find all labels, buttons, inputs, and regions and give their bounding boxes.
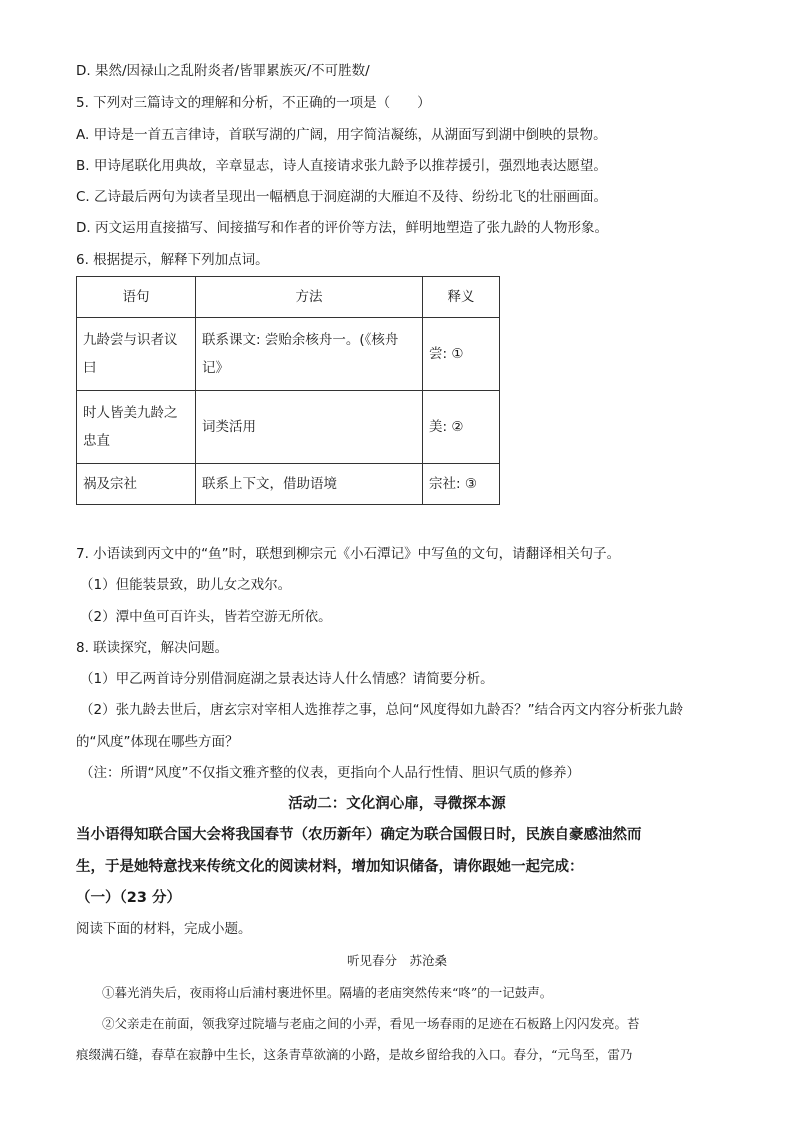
question-8-2-cont: 的“风度”体现在哪些方面？ xyxy=(76,734,239,750)
question-5: 5. 下列对三篇诗文的理解和分析，不正确的一项是（ ） xyxy=(76,95,431,111)
table-row xyxy=(77,318,500,391)
reading-instruction: 阅读下面的材料，完成小题。 xyxy=(76,921,252,937)
table-row xyxy=(77,391,500,464)
cell-method: 联系上下文，借助语境 xyxy=(196,464,423,505)
question-8-1: （1）甲乙两首诗分别借洞庭湖之景表达诗人什么情感？请简要分析。 xyxy=(80,671,494,687)
cell-method: 联系课文: 尝贻余核舟一。(《核舟记》 xyxy=(196,318,423,391)
question-7: 7. 小语读到丙文中的“鱼”时，联想到柳宗元《小石潭记》中写鱼的文句，请翻译相关句子。 xyxy=(76,546,621,562)
cell-sentence: 祸及宗社 xyxy=(77,464,196,505)
cell-meaning: 宗社: ③ xyxy=(423,464,500,505)
cell-meaning: 美: ② xyxy=(423,391,500,464)
question-7-1: （1）但能装景致，助儿女之戏尔。 xyxy=(80,577,292,593)
cell-method: 词类活用 xyxy=(196,391,423,464)
question-6: 6. 根据提示，解释下列加点词。 xyxy=(76,252,269,268)
article-paragraph-1: ①暮光消失后，夜雨将山后浦村裹进怀里。隔墙的老庙突然传来“咚”的一记鼓声。 xyxy=(102,985,553,1000)
table-header-row xyxy=(77,277,500,318)
section-heading: （一）（23 分） xyxy=(76,890,181,906)
activity-title: 活动二：文化润心扉，寻微探本源 xyxy=(288,796,506,812)
option-d-line: D. 果然/因禄山之乱附炎者/皆罪累族灭/不可胜数/ xyxy=(76,63,370,79)
explanation-table xyxy=(76,276,500,505)
note-line: （注：所谓“风度”不仅指文雅齐整的仪表，更指向个人品行性情、胆识气质的修养） xyxy=(80,765,580,781)
intro-line-1: 当小语得知联合国大会将我国春节（农历新年）确定为联合国假日时，民族自豪感油然而 xyxy=(76,827,642,843)
cell-sentence: 九龄尝与识者议曰 xyxy=(77,318,196,391)
option-d: D. 丙文运用直接描写、间接描写和作者的评价等方法，鲜明地塑造了张九龄的人物形象。 xyxy=(76,220,608,236)
question-7-2: （2）潭中鱼可百许头，皆若空游无所依。 xyxy=(80,609,332,625)
option-c: C. 乙诗最后两句为读者呈现出一幅栖息于洞庭湖的大雁迫不及待、纷纷北飞的壮丽画面。 xyxy=(76,189,608,205)
intro-line-2: 生，于是她特意找来传统文化的阅读材料，增加知识储备，请你跟她一起完成： xyxy=(76,859,584,875)
article-paragraph-2-cont: 痕缀满石缝，春草在寂静中生长，这条青草欲滴的小路，是故乡留给我的入口。春分，“元鸟至，雷乃 xyxy=(76,1047,633,1062)
header-sentence: 语句 xyxy=(77,277,196,318)
article-paragraph-2: ②父亲走在前面，领我穿过院墙与老庙之间的小弄，看见一场春雨的足迹在石板路上闪闪发亮。苔 xyxy=(102,1016,640,1031)
cell-meaning: 尝: ① xyxy=(423,318,500,391)
table-row xyxy=(77,464,500,505)
header-meaning: 释义 xyxy=(423,277,500,318)
option-b: B. 甲诗尾联化用典故，辛章显志，诗人直接请求张九龄予以推荐援引，强烈地表达愿望。 xyxy=(76,158,607,174)
article-title: 听见春分 苏沧桑 xyxy=(346,953,447,968)
question-8-2: （2）张九龄去世后，唐玄宗对宰相人选推荐之事，总问“风度得如九龄否？”结合丙文内容分析张九龄 xyxy=(80,702,684,718)
option-a: A. 甲诗是一首五言律诗，首联写湖的广阔，用字简洁凝练，从湖面写到湖中倒映的景物。 xyxy=(76,127,607,143)
cell-sentence: 时人皆美九龄之忠直 xyxy=(77,391,196,464)
question-8: 8. 联读探究，解决问题。 xyxy=(76,640,229,656)
header-method: 方法 xyxy=(196,277,423,318)
